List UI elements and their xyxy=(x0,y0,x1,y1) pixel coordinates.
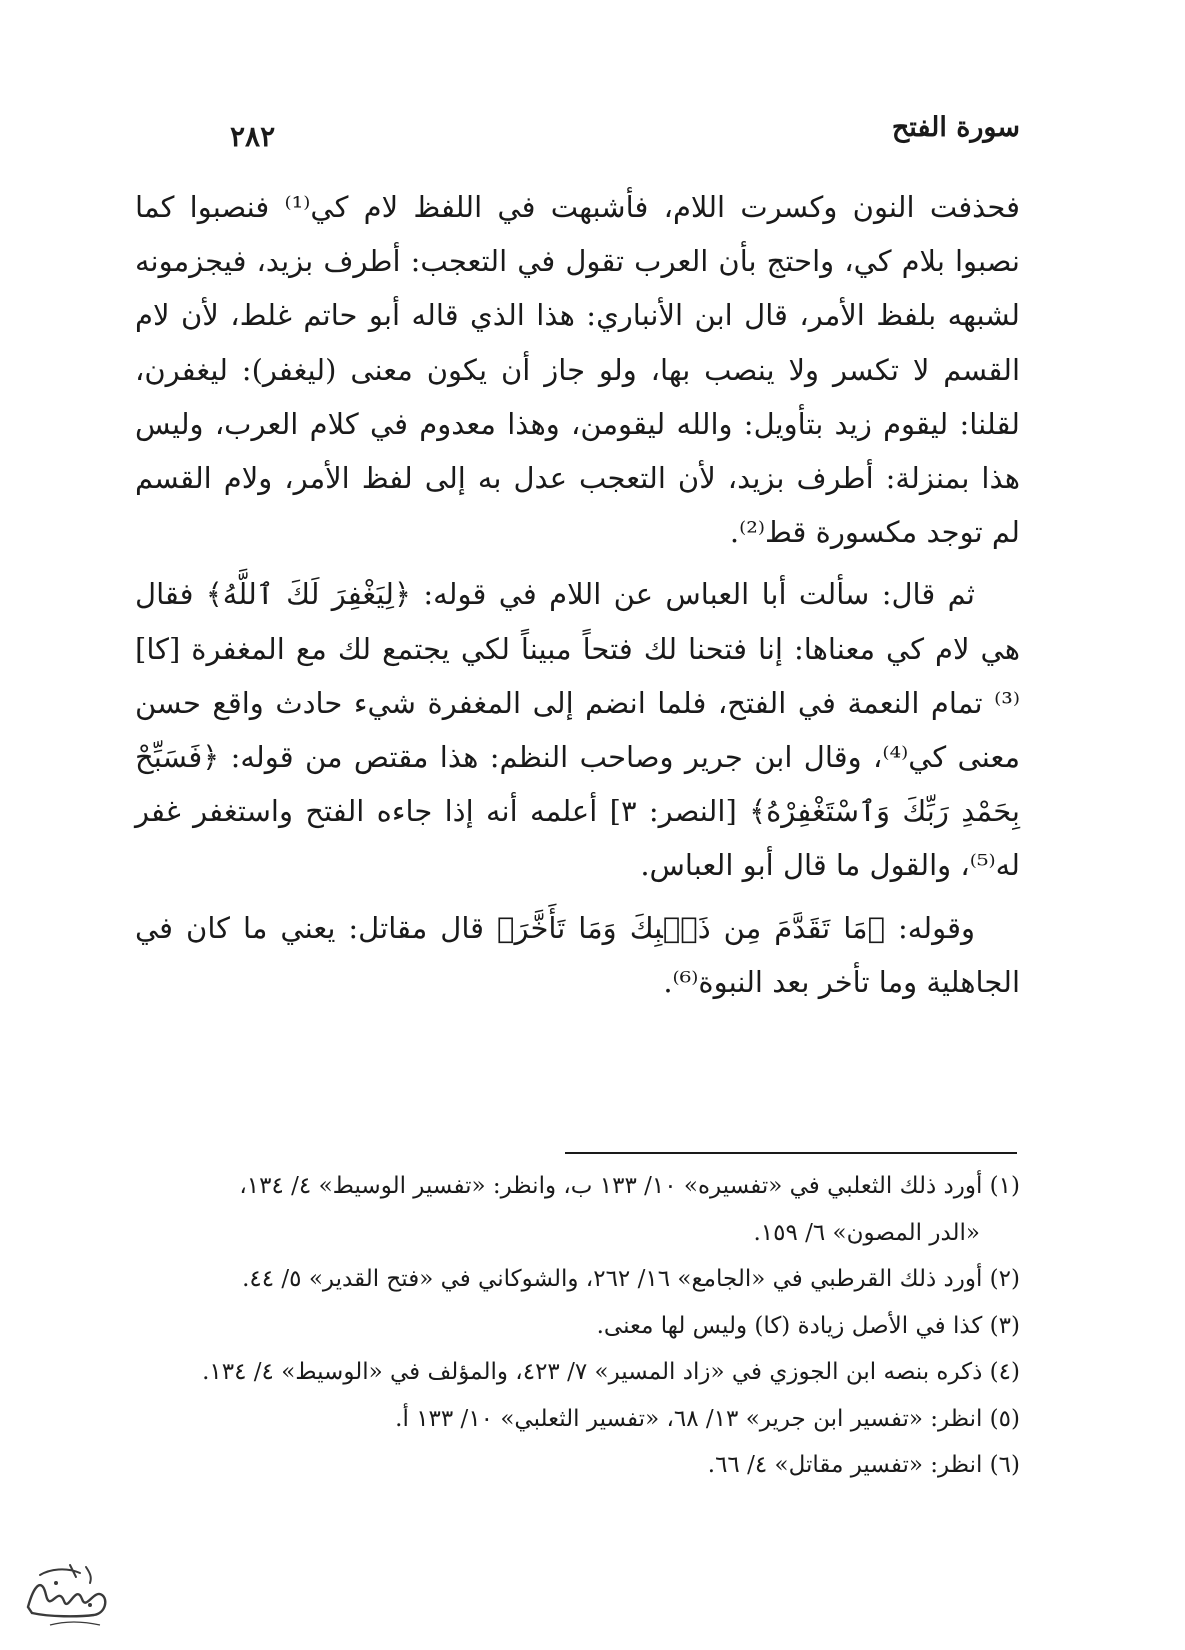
footnote-1: (١) أورد ذلك الثعلبي في «تفسيره» ١٠/ ١٣٣ ب، وانظر: «تفسير الوسيط» ٤/ ١٣٤، xyxy=(239,1173,1020,1199)
footnotes xyxy=(135,1165,1020,1491)
paragraph-3: وقوله: ﴿مَا تَقَدَّمَ مِن ذَنۢبِكَ وَمَا تَأَخَّرَ﴾ قال مقاتل: يعني ما كان في الجاهلية وما تأخر بعد النبوة⁽⁶⁾. xyxy=(135,910,1020,999)
footnote-4: (٤) ذكره بنصه ابن الجوزي في «زاد المسير» ٧/ ٤٢٣، والمؤلف في «الوسيط» ٤/ ١٣٤. xyxy=(202,1359,1020,1385)
footnote-2: (٢) أورد ذلك القرطبي في «الجامع» ١٦/ ٢٦٢، والشوكاني في «فتح القدير» ٥/ ٤٤. xyxy=(242,1266,1020,1292)
footnote-1-continuation: «الدر المصون» ٦/ ١٥٩. xyxy=(753,1219,980,1246)
paragraph-1: فحذفت النون وكسرت اللام، فأشبهت في اللفظ لام كي⁽¹⁾ فنصبوا كما نصبوا بلام كي، واحتج بأن العرب تقول في التعجب: أطرف بزيد، فيجزمونه لشبهه بلفظ الأمر، قال ابن الأنباري: هذا الذي قاله أبو حاتم غلط، لأن لام القسم لا تكسر ولا ينصب بها، ولو جاز أن يكون معنى (ليغفر): ليغفرن، لقلنا: ليقوم زيد بتأويل: والله ليقومن، وهذا معدوم في كلام العرب، وليس هذا بمنزلة: أطرف بزيد، لأن التعجب عدل به إلى لفظ الأمر، ولام القسم لم توجد مكسورة قط⁽²⁾. xyxy=(135,190,1020,550)
footnote-divider xyxy=(565,1152,1017,1154)
page-header xyxy=(230,112,1020,162)
footnote-3: (٣) كذا في الأصل زيادة (كا) وليس لها معنى. xyxy=(596,1312,1020,1339)
surah-title: سورة الفتح xyxy=(891,112,1020,143)
main-text xyxy=(135,180,1020,1009)
paragraph-2: ثم قال: سألت أبا العباس عن اللام في قوله: ﴿لِيَغْفِرَ لَكَ ٱللَّهُ﴾ فقال هي لام كي معناها: إنا فتحنا لك فتحاً مبيناً لكي يجتمع لك مع المغفرة [كا]⁽³⁾ تمام النعمة في الفتح، فلما انضم إلى المغفرة شيء حادث واقع حسن معنى كي⁽⁴⁾، وقال ابن جرير وصاحب النظم: هذا مقتص من قوله: ﴿فَسَبِّحْ بِحَمْدِ رَبِّكَ وَٱسْتَغْفِرْهُ﴾ [النصر: ٣] أعلمه أنه إذا جاءه الفتح واستغفر غفر له⁽⁵⁾، والقول ما قال أبو العباس. xyxy=(135,577,1020,883)
footnote-6: (٦) انظر: «تفسير مقاتل» ٤/ ٦٦. xyxy=(707,1452,1020,1478)
publisher-seal-icon xyxy=(20,1555,115,1635)
page-number: ٢٨٢ xyxy=(230,120,276,153)
footnote-5: (٥) انظر: «تفسير ابن جرير» ١٣/ ٦٨، «تفسير الثعلبي» ١٠/ ١٣٣ أ. xyxy=(395,1405,1020,1432)
